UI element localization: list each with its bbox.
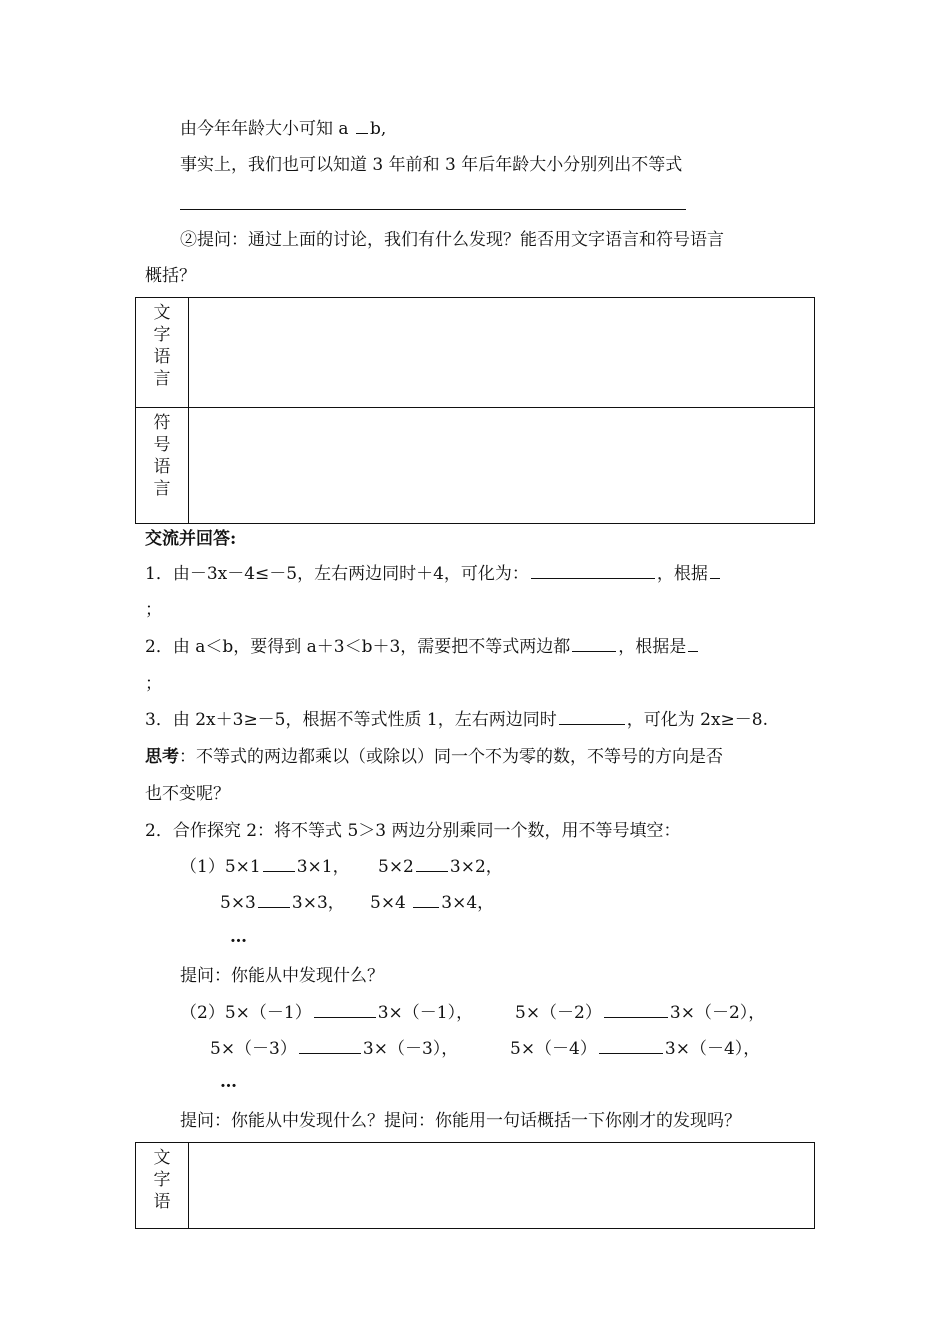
age-compare-suffix: b, (369, 119, 387, 139)
think-text: ：不等式的两边都乘以（或除以）同一个不为零的数，不等号的方向是否 (179, 747, 723, 767)
blank-age-compare[interactable] (356, 118, 368, 134)
expr-text: （2）5×（－1） (180, 1003, 312, 1023)
expr-text: 5×4 (370, 893, 412, 913)
exchange-q3 (145, 709, 768, 731)
table-row (136, 408, 815, 524)
think-label: 思考 (145, 747, 179, 767)
explore-p1-a (180, 856, 350, 878)
label-symbol-language: 符号语言 (153, 413, 171, 499)
q1-text: 1．由－3x－4≤－5，左右两边同时＋4，可化为： (145, 564, 529, 584)
expr-text: 5×2 (378, 857, 414, 877)
blank-q1-result[interactable] (531, 563, 655, 579)
ellipsis-1: … (230, 927, 247, 947)
q3-text: 3．由 2x＋3≥－5，根据不等式性质 1，左右两边同时 (145, 710, 557, 730)
answer-cell-symbol-language[interactable] (189, 408, 815, 524)
q2-text: 2．由 a＜b，要得到 a＋3＜b＋3，需要把不等式两边都 (145, 637, 571, 657)
q2-text-2: ，根据是 (618, 637, 687, 657)
explore-intro: 2．合作探究 2：将不等式 5＞3 两边分别乘同一个数，用不等号填空： (145, 821, 681, 841)
blank-q2-operation[interactable] (572, 636, 616, 652)
blank-compare[interactable] (299, 1038, 361, 1054)
expr-text: 5×（－3） (210, 1039, 297, 1059)
exchange-q2 (145, 636, 700, 658)
blank-compare[interactable] (604, 1002, 668, 1018)
expr-text: 3×1， (296, 857, 350, 877)
think-line1 (145, 746, 723, 768)
answer-table-1 (135, 297, 815, 524)
explore-p1-d (370, 892, 494, 914)
exchange-q2-end: ； (145, 674, 162, 694)
expr-text: 3×（－4）， (664, 1039, 761, 1059)
exchange-q1 (145, 563, 722, 585)
exchange-q1-end: ； (145, 600, 162, 620)
blank-compare[interactable] (258, 892, 290, 908)
question-2-line2: 概括？ (145, 266, 196, 286)
explore-p2-b (515, 1002, 765, 1024)
expr-text: 5×（－2） (515, 1003, 602, 1023)
expr-text: 3×2， (449, 857, 503, 877)
q3-text-2: ，可化为 2x≥－8. (626, 710, 768, 730)
label-text-language: 文字语言 (153, 303, 171, 389)
blank-compare[interactable] (314, 1002, 376, 1018)
explore-p2-a (180, 1002, 473, 1024)
table-label-cell (136, 298, 189, 408)
blank-compare[interactable] (413, 892, 439, 908)
explore-ask-2: 提问：你能从中发现什么？提问：你能用一句话概括一下你刚才的发现吗？ (180, 1111, 741, 1131)
think-line2: 也不变呢？ (145, 784, 230, 804)
expr-text: 3×（－2）， (669, 1003, 766, 1023)
blank-compare[interactable] (263, 856, 295, 872)
label-text-language-2: 文字语 (153, 1148, 171, 1212)
expr-text: 3×（－3）， (362, 1039, 459, 1059)
table-label-cell (136, 1143, 189, 1229)
q1-text-2: ，根据 (656, 564, 708, 584)
explore-p2-c (210, 1038, 458, 1060)
explore-p2-d (510, 1038, 760, 1060)
table-label-cell (136, 408, 189, 524)
text-line-fact: 事实上，我们也可以知道 3 年前和 3 年后年龄大小分别列出不等式 (180, 155, 683, 175)
expr-text: 3×4， (441, 893, 495, 913)
blank-q1-reason[interactable] (710, 563, 720, 579)
blank-compare[interactable] (416, 856, 448, 872)
expr-text: 5×3 (220, 893, 256, 913)
table-row (136, 298, 815, 408)
age-compare-prefix: 由今年年龄大小可知 a (180, 119, 354, 139)
expr-text: 5×（－4） (510, 1039, 597, 1059)
exchange-heading: 交流并回答: (145, 529, 237, 549)
text-line-age-compare (180, 118, 386, 140)
blank-q2-reason[interactable] (688, 636, 698, 652)
explore-p1-b (378, 856, 503, 878)
answer-cell-conclusion[interactable] (189, 1143, 815, 1229)
question-2-line1: ②提问：通过上面的讨论，我们有什么发现？能否用文字语言和符号语言 (180, 230, 724, 250)
expr-text: 3×（－1）， (377, 1003, 474, 1023)
explore-p1-c (220, 892, 345, 914)
expr-text: 3×3， (291, 893, 345, 913)
ellipsis-2: … (220, 1072, 237, 1092)
blank-q3-operation[interactable] (559, 709, 625, 725)
table-row (136, 1143, 815, 1229)
answer-table-2 (135, 1142, 815, 1229)
answer-cell-text-language[interactable] (189, 298, 815, 408)
blank-compare[interactable] (599, 1038, 663, 1054)
expr-text: （1）5×1 (180, 857, 261, 877)
blank-inequality-line[interactable] (180, 209, 686, 210)
explore-ask-1: 提问：你能从中发现什么？ (180, 966, 384, 986)
